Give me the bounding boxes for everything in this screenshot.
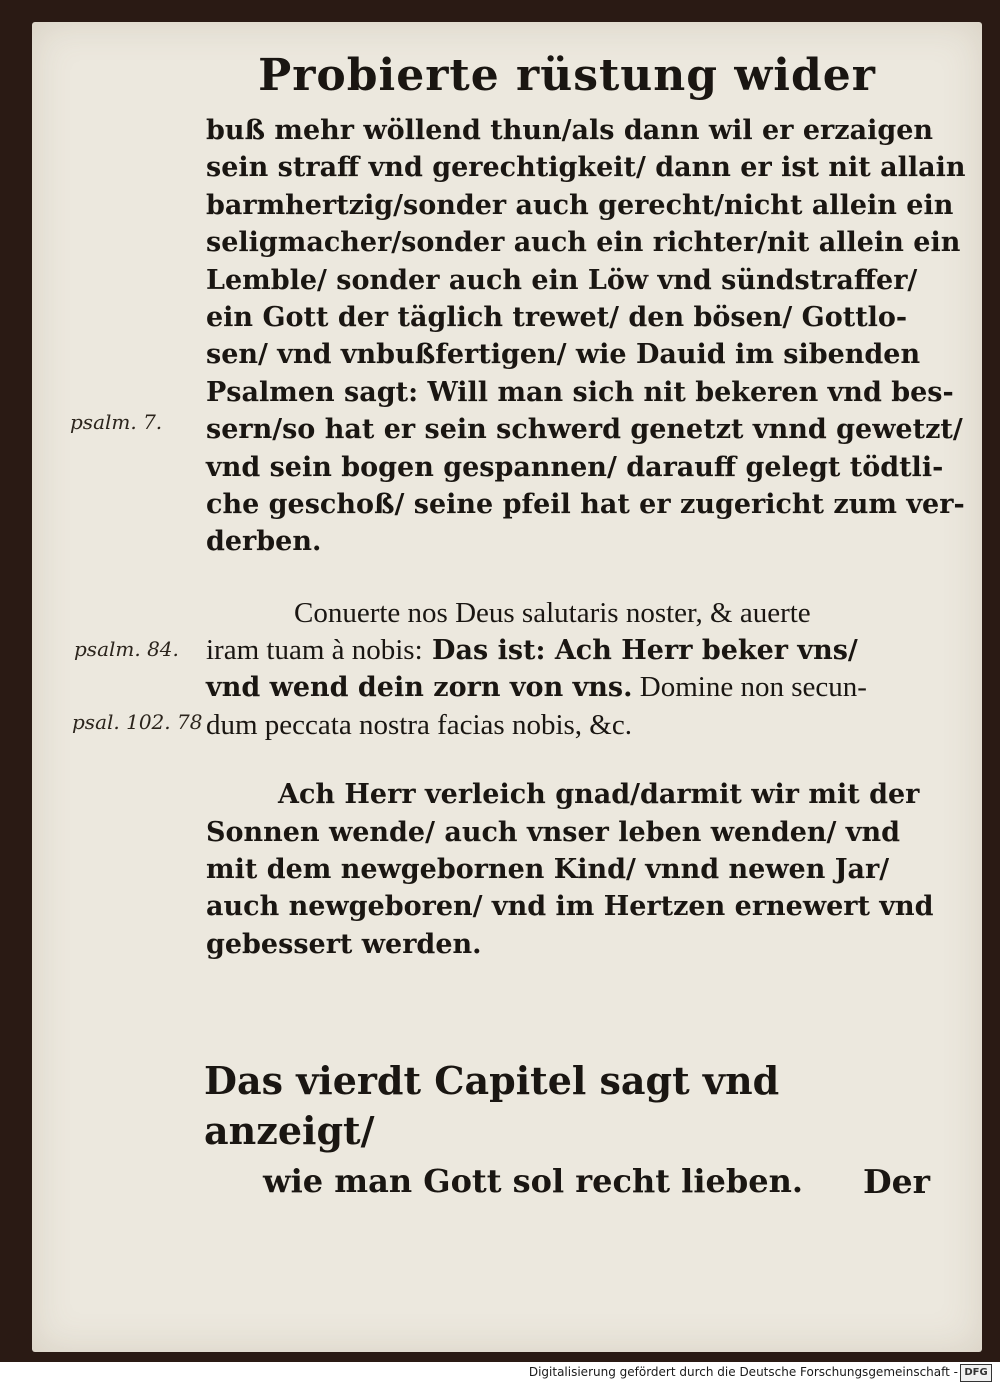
text-line: mit dem newgebornen Kind/ vnnd newen Jar/ [206,854,890,886]
text-line: sern/so hat er sein schwerd genetzt vnnd gewetzt/ [206,414,963,446]
text-line: Lemble/ sonder auch ein Löw vnd sündstraffer/ [206,264,918,296]
text-line: Ach Herr verleich gnad/darmit wir mit der [278,779,920,811]
main-text [206,112,966,963]
latin-fragment: iram tuam à nobis: [206,634,423,667]
margin-note-psal-102: psal. 102. 78 [72,710,203,734]
paragraph-3 [206,776,932,963]
book-page [32,22,982,1352]
latin-line: Conuerte nos Deus salutaris noster, & auerte [294,596,811,629]
text-line: auch newgeboren/ vnd im Hertzen ernewert vnd [206,891,934,923]
mixed-line [206,632,932,669]
text-line: ein Gott der täglich trewet/ den bösen/ Gottlo- [206,301,908,333]
text-line: che geschoß/ seine pfeil hat er zugericht zum ver- [206,488,965,520]
chapter-heading-line-1: Das vierdt Capitel sagt vnd anzeigt/ [204,1058,780,1153]
margin-note-psalm-84: psalm. 84. [74,637,179,661]
mixed-line [206,669,932,706]
catchword: Der [863,1162,930,1201]
running-head: Probierte rüstung wider [258,50,876,101]
text-line: sein straff vnd gerechtigkeit/ dann er ist nit allain [206,152,966,184]
chapter-heading-line-2: wie man Gott sol recht lieben. [263,1162,803,1200]
spacer [206,744,932,776]
text-line: derben. [206,526,322,558]
margin-note-psalm-7: psalm. 7. [70,410,163,434]
chapter-heading [204,1056,932,1206]
footer-bar [0,1362,1000,1383]
text-line: vnd sein bogen gespannen/ darauff gelegt tödtli- [206,451,944,483]
text-line: Psalmen sagt: Will man sich nit bekeren vnd bes- [206,376,954,408]
paragraph-2 [206,595,932,745]
text-line: gebessert werden. [206,928,482,960]
text-line: barmhertzig/sonder auch gerecht/nicht allein ein [206,189,954,221]
text-line: buß mehr wöllend thun/als dann wil er erzaigen [206,115,934,146]
text-line: seligmacher/sonder auch ein richter/nit allein ein [206,227,961,259]
german-fragment: Das ist: Ach Herr beker vns/ [422,635,858,667]
funding-notice: Digitalisierung gefördert durch die Deutsche Forschungsgemeinschaft - [528,1365,958,1379]
german-fragment: vnd wend dein zorn von vns. [206,672,633,704]
spacer [206,561,932,595]
latin-fragment: Domine non secun- [632,671,867,704]
text-line: Sonnen wende/ auch vnser leben wenden/ vnd [206,816,900,848]
text-line: sen/ vnd vnbußfertigen/ wie Dauid im sibenden [206,339,921,371]
latin-line: dum peccata nostra facias nobis, &c. [206,708,632,741]
paragraph-1 [206,112,966,561]
dfg-logo[interactable]: DFG [960,1364,992,1382]
